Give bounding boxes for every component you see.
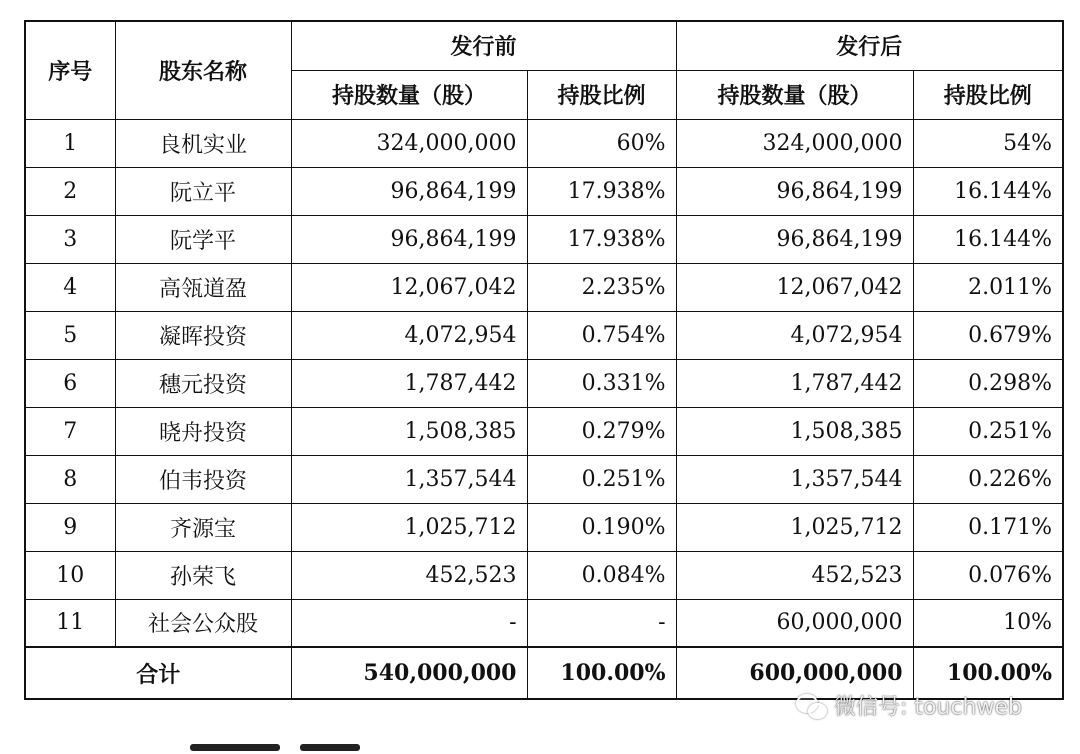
cell-shareholder-name: 伯韦投资 <box>115 455 291 503</box>
cell-after-shares: 4,072,954 <box>676 311 913 359</box>
cell-after-ratio: 0.076% <box>913 551 1063 599</box>
table-body <box>25 119 1063 647</box>
cell-after-shares: 324,000,000 <box>676 119 913 167</box>
header-before-shares: 持股数量（股） <box>291 70 527 119</box>
cell-index: 3 <box>25 215 115 263</box>
cell-before-shares: 324,000,000 <box>291 119 527 167</box>
cell-after-ratio: 0.171% <box>913 503 1063 551</box>
cell-index: 7 <box>25 407 115 455</box>
total-label: 合计 <box>25 647 291 699</box>
cell-before-ratio: 0.754% <box>527 311 676 359</box>
shareholding-table <box>24 20 1064 700</box>
cell-after-shares: 452,523 <box>676 551 913 599</box>
cell-index: 11 <box>25 599 115 647</box>
header-before-issue: 发行前 <box>291 21 676 70</box>
cell-after-ratio: 10% <box>913 599 1063 647</box>
table-row <box>25 263 1063 311</box>
cell-shareholder-name: 晓舟投资 <box>115 407 291 455</box>
cell-after-ratio: 0.251% <box>913 407 1063 455</box>
header-after-shares: 持股数量（股） <box>676 70 913 119</box>
table-row <box>25 503 1063 551</box>
cell-shareholder-name: 社会公众股 <box>115 599 291 647</box>
table-row <box>25 551 1063 599</box>
cell-before-ratio: 0.331% <box>527 359 676 407</box>
watermark-text: 微信号: touchweb <box>834 694 1022 720</box>
cell-index: 6 <box>25 359 115 407</box>
total-after-ratio: 100.00% <box>913 647 1063 699</box>
cell-index: 8 <box>25 455 115 503</box>
cell-after-shares: 1,787,442 <box>676 359 913 407</box>
cell-before-shares: - <box>291 599 527 647</box>
cell-shareholder-name: 凝晖投资 <box>115 311 291 359</box>
cell-shareholder-name: 良机实业 <box>115 119 291 167</box>
cell-index: 2 <box>25 167 115 215</box>
cell-after-ratio: 54% <box>913 119 1063 167</box>
cropped-text-below <box>190 744 390 754</box>
total-after-shares: 600,000,000 <box>676 647 913 699</box>
header-shareholder-name: 股东名称 <box>115 21 291 119</box>
cell-index: 4 <box>25 263 115 311</box>
cell-before-ratio: 60% <box>527 119 676 167</box>
cell-before-ratio: 17.938% <box>527 215 676 263</box>
cropped-text-above <box>24 0 364 2</box>
cell-before-ratio: - <box>527 599 676 647</box>
cell-before-shares: 96,864,199 <box>291 215 527 263</box>
cell-after-ratio: 0.226% <box>913 455 1063 503</box>
cell-after-ratio: 2.011% <box>913 263 1063 311</box>
header-index: 序号 <box>25 21 115 119</box>
table-row <box>25 407 1063 455</box>
cell-index: 1 <box>25 119 115 167</box>
cell-after-ratio: 0.298% <box>913 359 1063 407</box>
cell-before-shares: 4,072,954 <box>291 311 527 359</box>
total-before-shares: 540,000,000 <box>291 647 527 699</box>
header-row-groups <box>25 21 1063 70</box>
cell-before-ratio: 2.235% <box>527 263 676 311</box>
cell-shareholder-name: 阮立平 <box>115 167 291 215</box>
cell-after-shares: 12,067,042 <box>676 263 913 311</box>
cell-index: 9 <box>25 503 115 551</box>
cell-after-ratio: 16.144% <box>913 215 1063 263</box>
cell-before-shares: 452,523 <box>291 551 527 599</box>
cell-after-ratio: 16.144% <box>913 167 1063 215</box>
header-after-issue: 发行后 <box>676 21 1063 70</box>
header-after-ratio: 持股比例 <box>913 70 1063 119</box>
cell-before-ratio: 0.279% <box>527 407 676 455</box>
cell-before-shares: 1,787,442 <box>291 359 527 407</box>
table-row <box>25 455 1063 503</box>
cell-before-shares: 96,864,199 <box>291 167 527 215</box>
cell-after-ratio: 0.679% <box>913 311 1063 359</box>
table-row <box>25 167 1063 215</box>
table-row <box>25 599 1063 647</box>
cell-shareholder-name: 阮学平 <box>115 215 291 263</box>
cell-before-shares: 1,357,544 <box>291 455 527 503</box>
shareholding-table-container <box>24 20 1062 700</box>
cell-shareholder-name: 穗元投资 <box>115 359 291 407</box>
cell-shareholder-name: 孙荣飞 <box>115 551 291 599</box>
cell-after-shares: 1,357,544 <box>676 455 913 503</box>
cell-index: 10 <box>25 551 115 599</box>
cell-before-shares: 1,508,385 <box>291 407 527 455</box>
table-row <box>25 359 1063 407</box>
cell-before-ratio: 0.190% <box>527 503 676 551</box>
cell-shareholder-name: 高瓴道盈 <box>115 263 291 311</box>
cell-after-shares: 1,508,385 <box>676 407 913 455</box>
cell-before-ratio: 17.938% <box>527 167 676 215</box>
cell-before-ratio: 0.251% <box>527 455 676 503</box>
cell-after-shares: 60,000,000 <box>676 599 913 647</box>
cell-before-shares: 12,067,042 <box>291 263 527 311</box>
cell-after-shares: 96,864,199 <box>676 167 913 215</box>
table-row <box>25 311 1063 359</box>
total-before-ratio: 100.00% <box>527 647 676 699</box>
table-row <box>25 119 1063 167</box>
cell-before-shares: 1,025,712 <box>291 503 527 551</box>
cell-before-ratio: 0.084% <box>527 551 676 599</box>
cell-after-shares: 96,864,199 <box>676 215 913 263</box>
cell-index: 5 <box>25 311 115 359</box>
cell-shareholder-name: 齐源宝 <box>115 503 291 551</box>
table-row <box>25 215 1063 263</box>
header-before-ratio: 持股比例 <box>527 70 676 119</box>
cell-after-shares: 1,025,712 <box>676 503 913 551</box>
total-row <box>25 647 1063 699</box>
